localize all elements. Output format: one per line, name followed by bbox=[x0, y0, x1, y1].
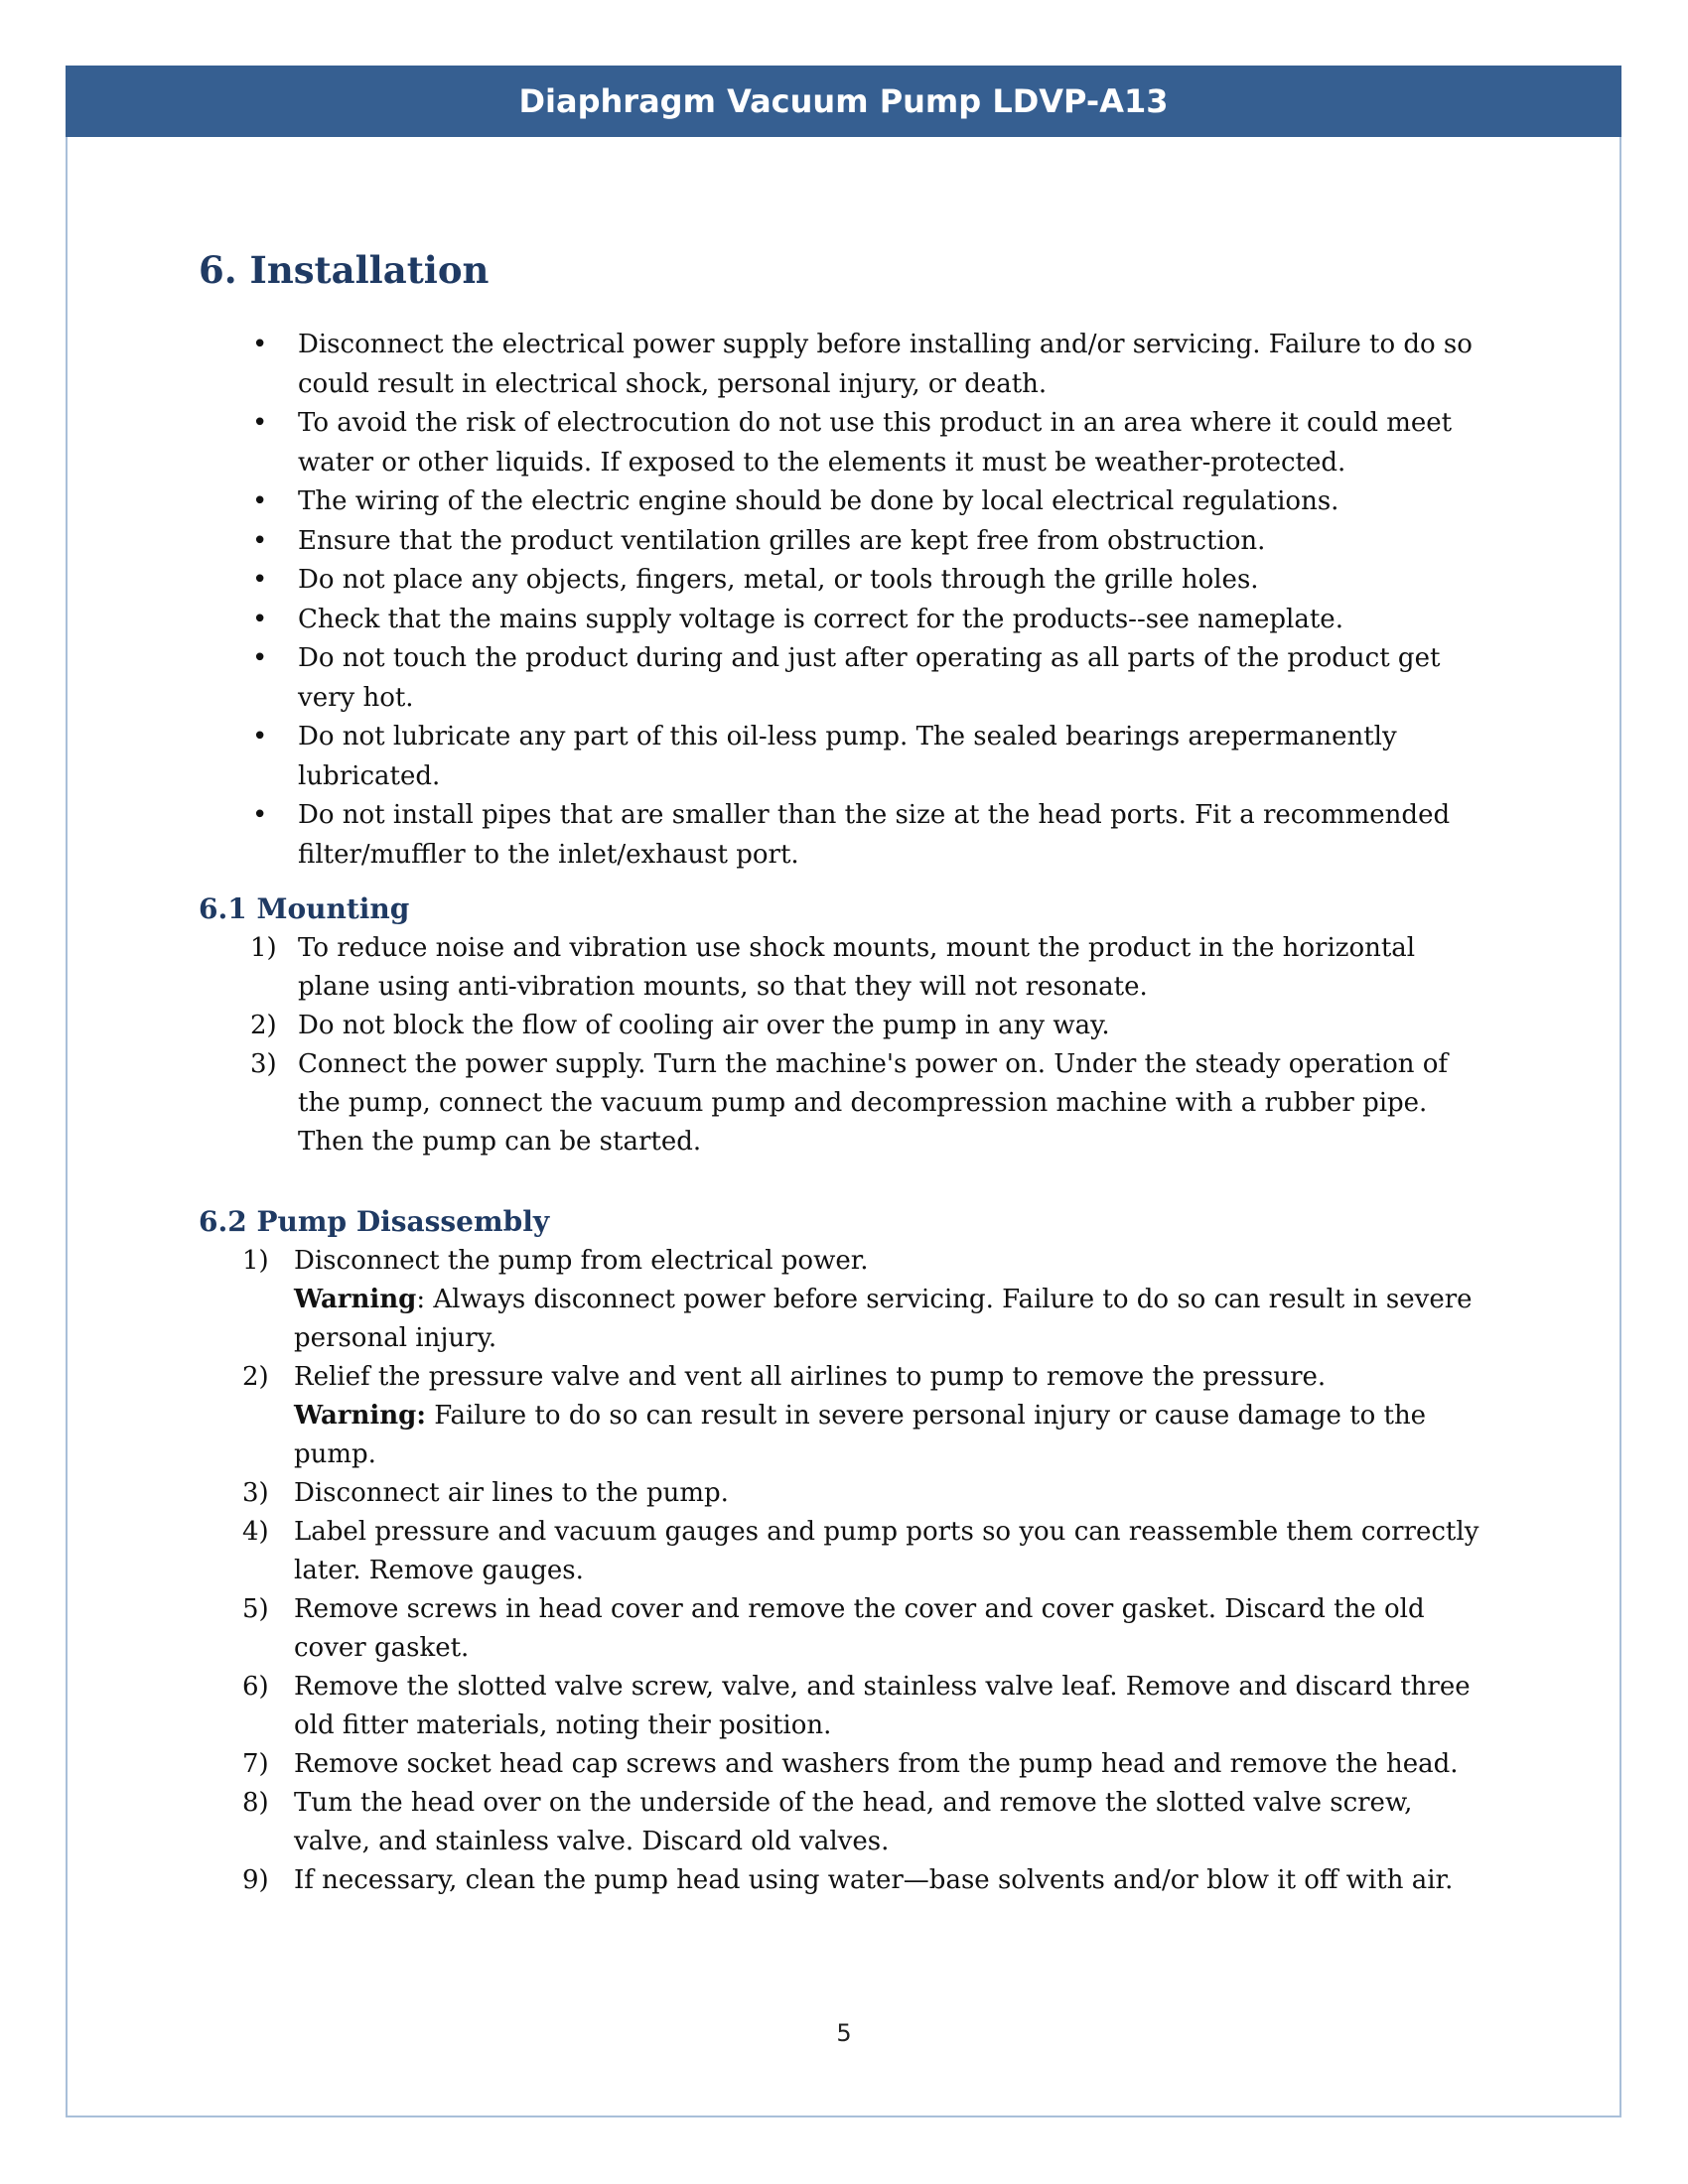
list-item bbox=[242, 1668, 1495, 1745]
warning-label: Warning: bbox=[294, 1401, 426, 1431]
step-number: 1) bbox=[242, 1246, 269, 1276]
step-number: 2) bbox=[250, 1011, 277, 1040]
warning-text: Failure to do so can result in severe personal injury or cause damage to the pump. bbox=[294, 1401, 1427, 1469]
disassembly-steps bbox=[199, 1242, 1519, 1900]
list-item: • To avoid the risk of electrocution do not use this product in an area where it could meet water or other liquids. If exposed to the elements it must be weather-protected. bbox=[298, 404, 1479, 482]
list-item bbox=[242, 1861, 1495, 1900]
list-item bbox=[250, 1045, 1470, 1161]
section-6-2-heading: 6.2 Pump Disassembly bbox=[199, 1205, 550, 1238]
step-text: Disconnect the pump from electrical power. bbox=[294, 1246, 869, 1276]
step-number: 9) bbox=[242, 1865, 269, 1895]
step-number: 8) bbox=[242, 1788, 269, 1818]
installation-bullets bbox=[199, 326, 1519, 875]
warning-text: : Always disconnect power before servicing. Failure to do so can result in severe personal injury. bbox=[294, 1285, 1473, 1353]
step-number: 7) bbox=[242, 1749, 269, 1779]
step-number: 2) bbox=[242, 1362, 269, 1392]
page-number: 5 bbox=[836, 2019, 852, 2047]
list-item bbox=[242, 1474, 1495, 1513]
step-text: Connect the power supply. Turn the machine's power on. Under the steady operation of the pump, connect the vacuum pump and decompression machine with a rubber pipe. Then the pump can be started. bbox=[298, 1049, 1449, 1157]
list-item: • Do not place any objects, fingers, metal, or tools through the grille holes. bbox=[298, 561, 1479, 601]
step-text: Relief the pressure valve and vent all airlines to pump to remove the pressure. bbox=[294, 1362, 1327, 1392]
warning-label: Warning bbox=[294, 1285, 417, 1314]
step-text: To reduce noise and vibration use shock mounts, mount the product in the horizontal plane using anti-vibration mounts, so that they will not resonate. bbox=[298, 933, 1416, 1002]
list-item bbox=[242, 1358, 1495, 1474]
list-item: • Ensure that the product ventilation grilles are kept free from obstruction. bbox=[298, 522, 1479, 562]
list-item bbox=[242, 1784, 1495, 1861]
step-number: 3) bbox=[250, 1049, 277, 1079]
list-item bbox=[242, 1242, 1495, 1358]
step-number: 5) bbox=[242, 1594, 269, 1624]
step-number: 3) bbox=[242, 1478, 269, 1508]
section-6-1-heading: 6.1 Mounting bbox=[199, 892, 410, 925]
list-item bbox=[250, 1007, 1470, 1045]
list-item: • Check that the mains supply voltage is correct for the products--see nameplate. bbox=[298, 601, 1479, 640]
step-text: If necessary, clean the pump head using water—base solvents and/or blow it off with air. bbox=[294, 1865, 1454, 1895]
list-item bbox=[242, 1513, 1495, 1590]
mounting-steps bbox=[199, 929, 1519, 1161]
step-text: Disconnect air lines to the pump. bbox=[294, 1478, 729, 1508]
step-number: 4) bbox=[242, 1517, 269, 1547]
section-6-heading: 6. Installation bbox=[199, 248, 490, 292]
list-item bbox=[242, 1745, 1495, 1784]
list-item: • Do not touch the product during and just after operating as all parts of the product get very hot. bbox=[298, 639, 1479, 718]
step-text: Do not block the flow of cooling air over the pump in any way. bbox=[298, 1011, 1110, 1040]
step-text: Label pressure and vacuum gauges and pump ports so you can reassemble them correctly later. Remove gauges. bbox=[294, 1517, 1479, 1585]
list-item bbox=[242, 1590, 1495, 1668]
page-content bbox=[199, 248, 1519, 1900]
step-number: 1) bbox=[250, 933, 277, 963]
step-text: Remove screws in head cover and remove the cover and cover gasket. Discard the old cover gasket. bbox=[294, 1594, 1425, 1663]
step-text: Tum the head over on the underside of the head, and remove the slotted valve screw, valve, and stainless valve. Discard old valves. bbox=[294, 1788, 1413, 1856]
step-number: 6) bbox=[242, 1672, 269, 1702]
list-item: • The wiring of the electric engine should be done by local electrical regulations. bbox=[298, 482, 1479, 522]
list-item: • Disconnect the electrical power supply before installing and/or servicing. Failure to do so could result in electrical shock, personal injury, or death. bbox=[298, 326, 1479, 404]
document-header: Diaphragm Vacuum Pump LDVP-A13 bbox=[66, 66, 1621, 137]
step-text: Remove the slotted valve screw, valve, and stainless valve leaf. Remove and discard three old fitter materials, noting their position. bbox=[294, 1672, 1471, 1740]
list-item bbox=[250, 929, 1470, 1007]
list-item: • Do not install pipes that are smaller than the size at the head ports. Fit a recommended filter/muffler to the inlet/exhaust port. bbox=[298, 796, 1479, 875]
list-item: • Do not lubricate any part of this oil-less pump. The sealed bearings arepermanently lubricated. bbox=[298, 718, 1479, 796]
step-text: Remove socket head cap screws and washers from the pump head and remove the head. bbox=[294, 1749, 1459, 1779]
